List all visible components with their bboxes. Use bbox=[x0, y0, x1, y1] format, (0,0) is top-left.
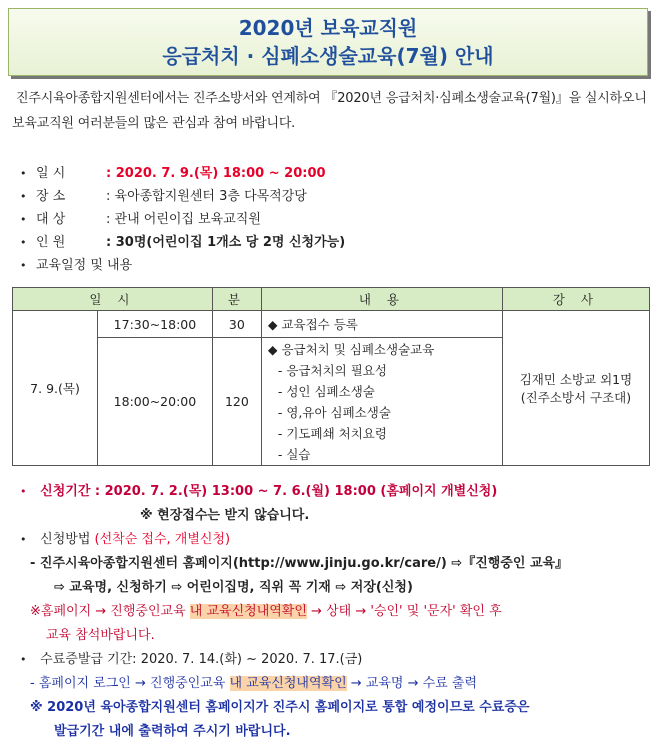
apply-period-note: ※ 현장접수는 받지 않습니다. bbox=[140, 508, 310, 523]
bullet-icon: • bbox=[20, 485, 27, 498]
cert-pre: - 홈페이지 로그인 → 진행중인교육 bbox=[30, 676, 230, 691]
info-value: : 2020. 7. 9.(목) 18:00 ~ 20:00 bbox=[106, 166, 326, 181]
content-item: - 실습 bbox=[277, 446, 311, 462]
schedule-table bbox=[12, 287, 650, 466]
cert-highlight: 내 교육신청내역확인 bbox=[229, 676, 347, 691]
bullet-icon: • bbox=[20, 167, 27, 180]
date-cell: 7. 9.(목) bbox=[13, 311, 98, 466]
header-instructor: 강 사 bbox=[502, 288, 649, 311]
check-pre: ※홈페이지 → 진행중인교육 bbox=[30, 604, 190, 619]
check-highlight: 내 교육신청내역확인 bbox=[189, 604, 307, 619]
apply-period bbox=[20, 480, 650, 504]
title-line2: 응급처치 · 심폐소생술교육(7월) 안내 bbox=[162, 44, 494, 68]
info-label: 교육일정 및 내용 bbox=[36, 258, 133, 273]
info-value: : 30명(어린이집 1개소 당 2명 신청가능) bbox=[106, 235, 346, 250]
content-cell: ◆ 교육접수 등록 bbox=[261, 311, 502, 338]
cert-period bbox=[20, 648, 650, 672]
instructor-cell bbox=[502, 311, 649, 466]
info-row-place bbox=[20, 185, 640, 208]
time-cell: 17:30~18:00 bbox=[98, 311, 213, 338]
header-datetime: 일 시 bbox=[13, 288, 213, 311]
info-list bbox=[20, 162, 640, 277]
table-row bbox=[13, 311, 650, 338]
apply-step1: - 진주시육아종합지원센터 홈페이지(http://www.jinju.go.kr/care/) ⇨『진행중인 교육』 bbox=[30, 556, 569, 571]
title-line1: 2020년 보육교직원 bbox=[238, 16, 418, 40]
apply-check bbox=[20, 600, 650, 624]
info-value: : 육아종합지원센터 3층 다목적강당 bbox=[106, 189, 307, 204]
minutes-cell: 120 bbox=[212, 338, 261, 466]
content-item: ◆ 응급처치 및 심폐소생술교육 bbox=[267, 341, 435, 357]
check-post: → 상태 → '승인' 및 '문자' 확인 후 bbox=[306, 604, 502, 619]
apply-section bbox=[20, 480, 650, 744]
notice-line1: ※ 2020년 육아종합지원센터 홈페이지가 진주시 홈페이지로 통합 예정이므로 수료증은 bbox=[30, 700, 530, 715]
info-row-date bbox=[20, 162, 640, 185]
content-cell bbox=[261, 338, 502, 466]
minutes-cell: 30 bbox=[212, 311, 261, 338]
cert-period-text: 수료증발급 기간: 2020. 7. 14.(화) ~ 2020. 7. 17.(금) bbox=[40, 652, 363, 667]
time-cell: 18:00~20:00 bbox=[98, 338, 213, 466]
content-item: - 기도폐쇄 처치요령 bbox=[277, 425, 387, 441]
notice-line2: 발급기간 내에 출력하여 주시기 바랍니다. bbox=[54, 724, 291, 739]
content-item: - 영,유아 심폐소생술 bbox=[277, 404, 391, 420]
instructor-name: 김재민 소방교 외1명 bbox=[519, 372, 633, 387]
title-box bbox=[8, 8, 648, 76]
header-content: 내 용 bbox=[261, 288, 502, 311]
info-label: 대 상 bbox=[36, 212, 66, 227]
apply-method-label: 신청방법 bbox=[40, 532, 95, 547]
apply-step2: ⇨ 교육명, 신청하기 ⇨ 어린이집명, 직위 꼭 기재 ⇨ 저장(신청) bbox=[54, 580, 413, 595]
apply-method-note: (선착순 접수, 개별신청) bbox=[94, 532, 231, 547]
info-label: 인 원 bbox=[36, 235, 66, 250]
intro-text: 진주시육아종합지원센터에서는 진주소방서와 연계하여 『2020년 응급처치·심폐소생술교육(7월)』을 실시하오니 보육교직원 여러분들의 많은 관심과 참여 바랍니다. bbox=[12, 91, 647, 131]
bullet-icon: • bbox=[20, 213, 27, 226]
bullet-icon: • bbox=[20, 533, 27, 546]
bullet-icon: • bbox=[20, 259, 27, 272]
apply-check-line2: 교육 참석바랍니다. bbox=[46, 628, 155, 643]
bullet-icon: • bbox=[20, 236, 27, 249]
header-minutes: 분 bbox=[212, 288, 261, 311]
info-label: 일 시 bbox=[36, 166, 66, 181]
bullet-icon: • bbox=[20, 653, 27, 666]
info-value: : 관내 어린이집 보육교직원 bbox=[106, 212, 261, 227]
apply-period-text: 신청기간 : 2020. 7. 2.(목) 13:00 ~ 7. 6.(월) 18:00 (홈페이지 개별신청) bbox=[40, 484, 498, 499]
cert-post: → 교육명 → 수료 출력 bbox=[346, 676, 478, 691]
table-header-row bbox=[13, 288, 650, 311]
info-row-schedule bbox=[20, 254, 640, 277]
bullet-icon: • bbox=[20, 190, 27, 203]
apply-method bbox=[20, 528, 650, 552]
info-row-count bbox=[20, 231, 640, 254]
content-item: - 성인 심폐소생술 bbox=[277, 383, 375, 399]
info-label: 장 소 bbox=[36, 189, 66, 204]
content-item: - 응급처치의 필요성 bbox=[277, 362, 387, 378]
info-row-target bbox=[20, 208, 640, 231]
cert-steps bbox=[20, 672, 650, 696]
instructor-org: (진주소방서 구조대) bbox=[520, 390, 632, 405]
